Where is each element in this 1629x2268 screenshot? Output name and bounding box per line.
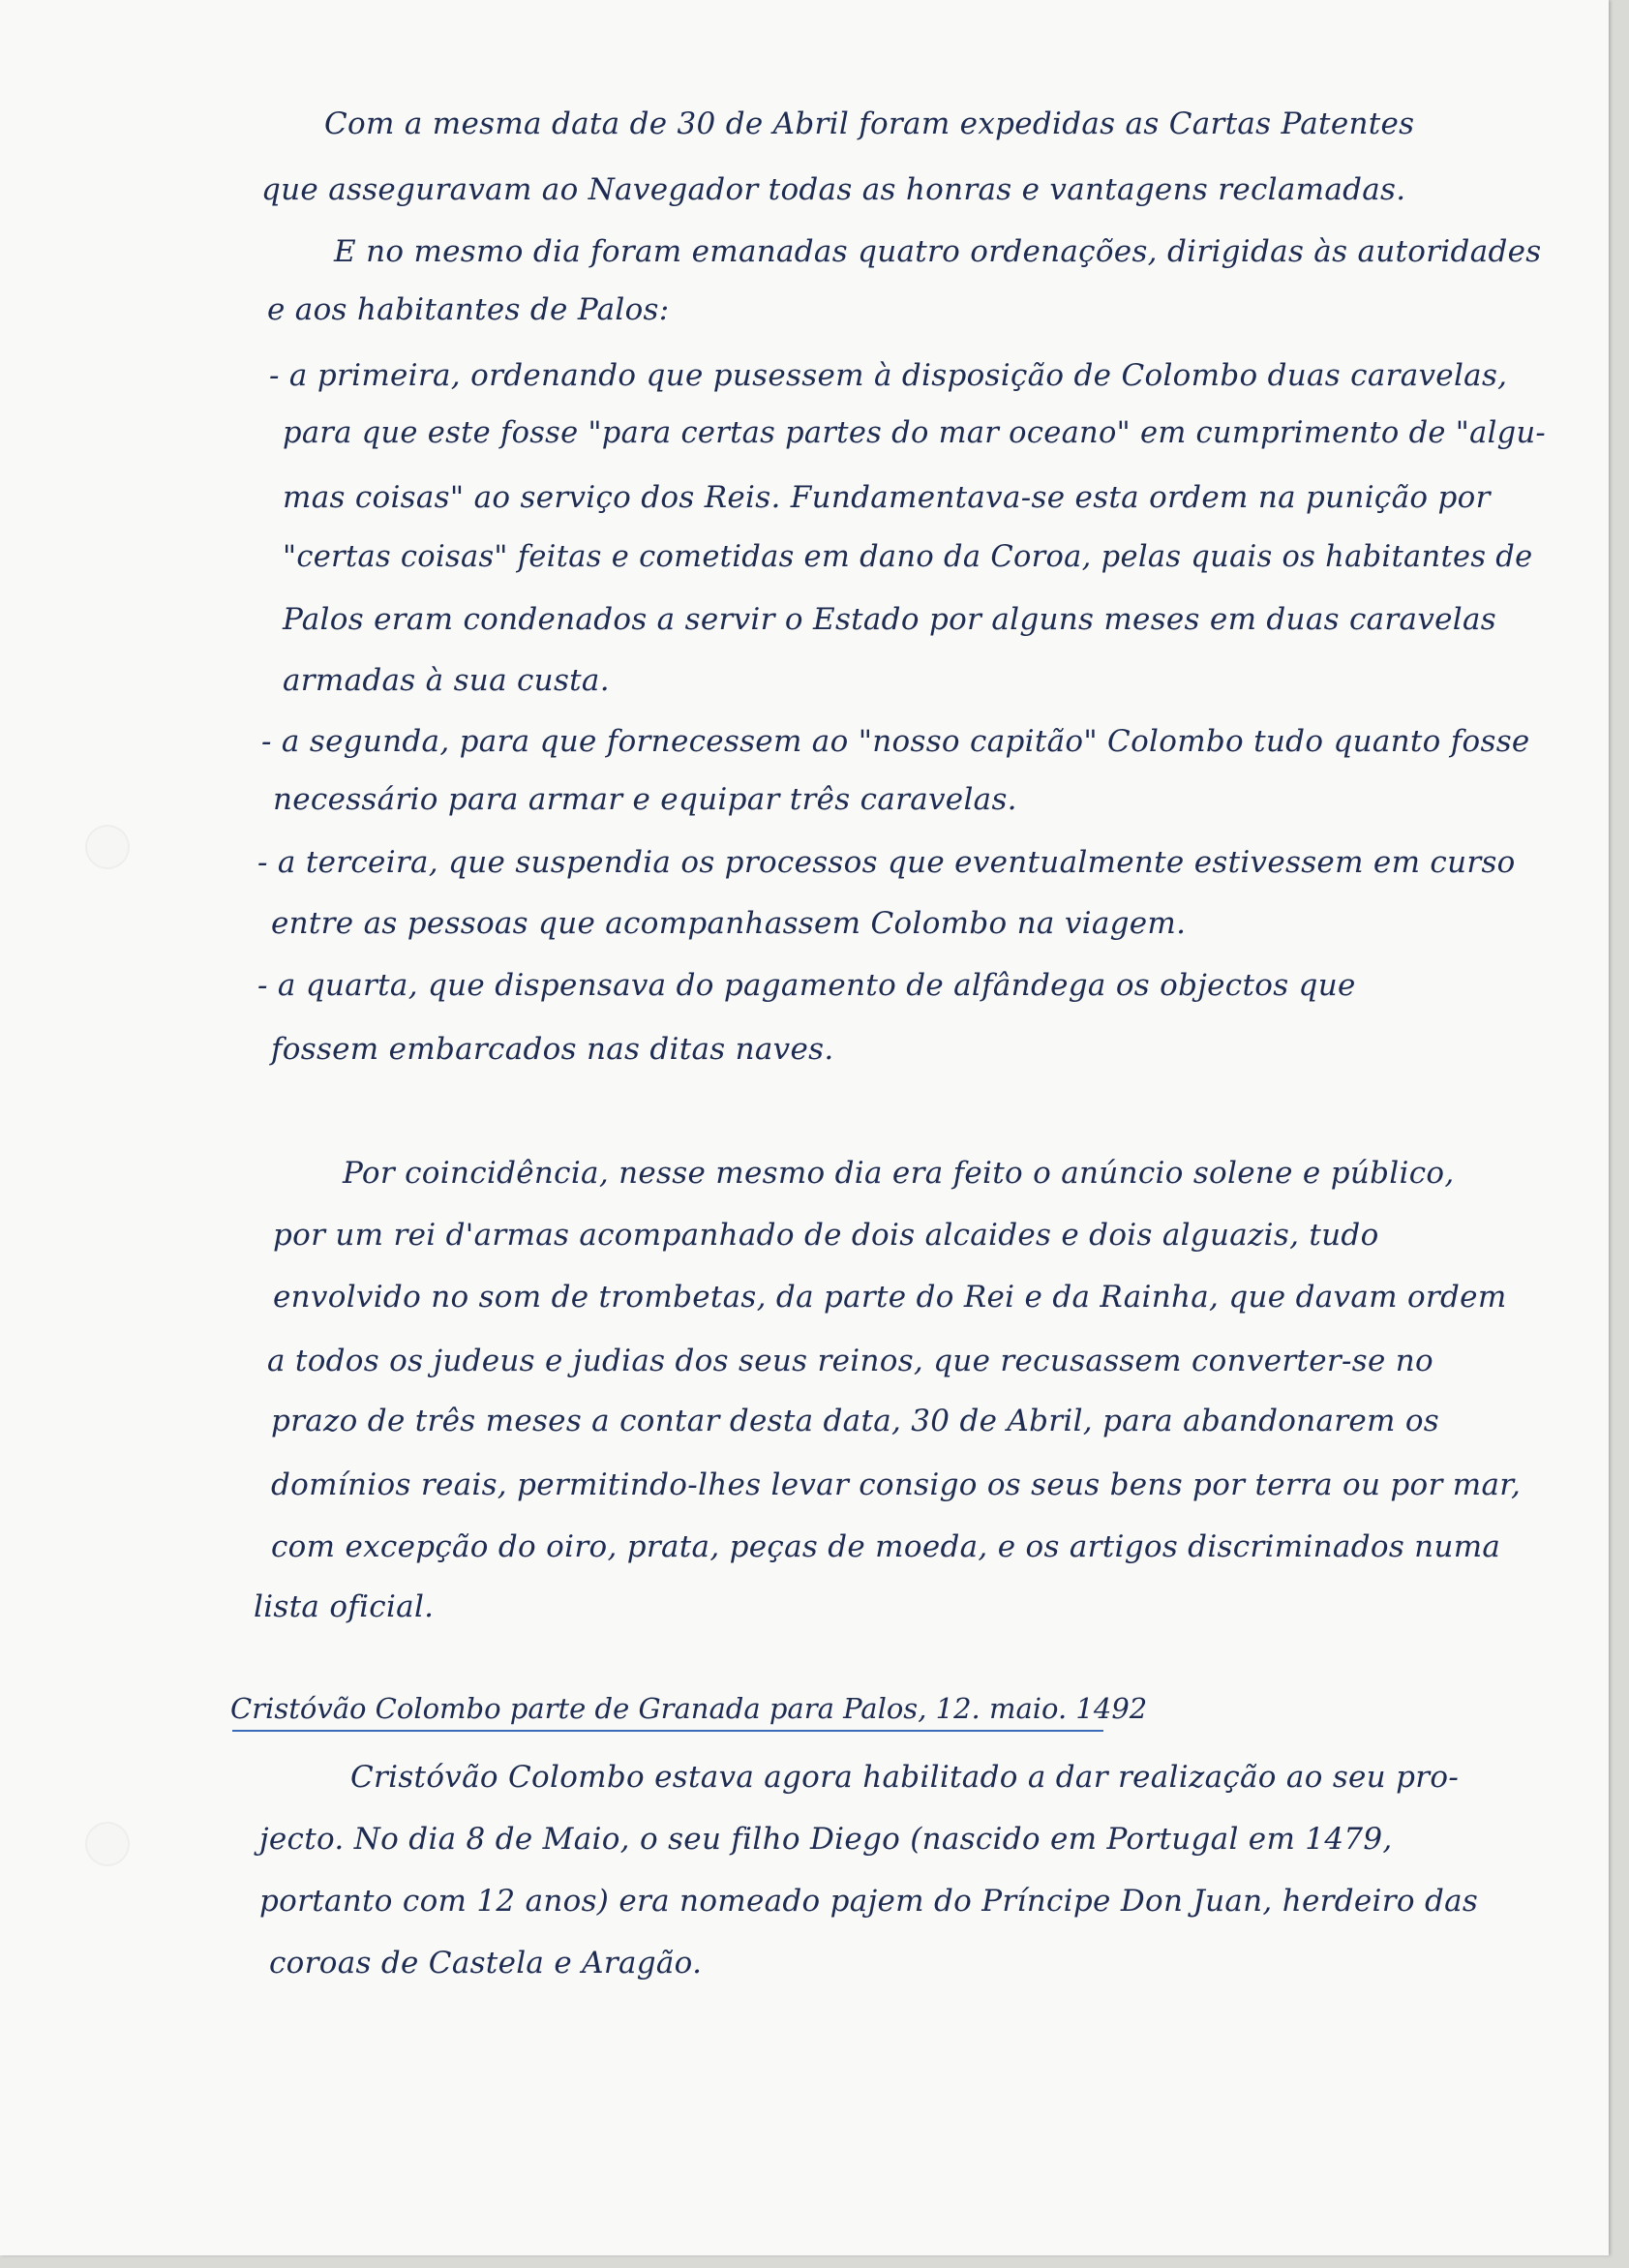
text-line: armadas à sua custa.	[283, 663, 610, 698]
text-line: Cristóvão Colombo estava agora habilitado a dar realização ao seu pro-	[350, 1760, 1460, 1795]
text-line: prazo de três meses a contar desta data, 30 de Abril, para abandonarem os	[271, 1404, 1440, 1438]
text-line: envolvido no som de trombetas, da parte do Rei e da Rainha, que davam ordem	[273, 1280, 1507, 1315]
text-line: - a quarta, que dispensava do pagamento de alfândega os objectos que	[257, 968, 1356, 1003]
text-line: que asseguravam ao Navegador todas as honras e vantagens reclamadas.	[261, 172, 1406, 207]
text-line: coroas de Castela e Aragão.	[269, 1946, 703, 1981]
text-line: Por coincidência, nesse mesmo dia era feito o anúncio solene e público,	[343, 1156, 1455, 1191]
text-line: por um rei d'armas acompanhado de dois alcaides e dois alguazis, tudo	[273, 1218, 1379, 1253]
text-line: E no mesmo dia foram emanadas quatro ordenações, dirigidas às autoridades	[334, 234, 1542, 269]
text-line: com excepção do oiro, prata, peças de moeda, e os artigos discriminados numa	[271, 1529, 1501, 1564]
punch-hole-mark	[85, 825, 130, 869]
text-line: portanto com 12 anos) era nomeado pajem do Príncipe Don Juan, herdeiro das	[259, 1884, 1479, 1919]
text-line: "certas coisas" feitas e cometidas em dano da Coroa, pelas quais os habitantes de	[283, 540, 1533, 574]
text-line: e aos habitantes de Palos:	[267, 292, 670, 327]
text-line: a todos os judeus e judias dos seus reinos, que recusassem converter-se no	[267, 1344, 1434, 1378]
text-line: lista oficial.	[254, 1589, 435, 1624]
text-line: - a primeira, ordenando que pusessem à disposição de Colombo duas caravelas,	[269, 358, 1508, 393]
punch-hole-mark	[85, 1822, 130, 1866]
text-line: fossem embarcados nas ditas naves.	[271, 1032, 834, 1067]
text-line: entre as pessoas que acompanhassem Colombo na viagem.	[271, 906, 1187, 941]
text-line: Com a mesma data de 30 de Abril foram expedidas as Cartas Patentes	[324, 106, 1415, 141]
text-line: necessário para armar e equipar três caravelas.	[273, 782, 1017, 817]
text-line: para que este fosse "para certas partes do mar oceano" em cumprimento de "algu-	[283, 416, 1546, 450]
text-line: - a terceira, que suspendia os processos que eventualmente estivessem em curso	[257, 845, 1516, 880]
text-line: - a segunda, para que fornecessem ao "nosso capitão" Colombo tudo quanto fosse	[261, 724, 1530, 759]
heading-underline	[232, 1730, 1103, 1732]
section-heading: Cristóvão Colombo parte de Granada para Palos, 12. maio. 1492	[230, 1692, 1148, 1725]
text-line: mas coisas" ao serviço dos Reis. Fundamentava-se esta ordem na punição por	[283, 480, 1491, 515]
text-line: jecto. No dia 8 de Maio, o seu filho Diego (nascido em Portugal em 1479,	[259, 1822, 1393, 1857]
text-line: Palos eram condenados a servir o Estado por alguns meses em duas caravelas	[283, 602, 1496, 637]
text-line: domínios reais, permitindo-lhes levar consigo os seus bens por terra ou por mar,	[271, 1467, 1522, 1502]
